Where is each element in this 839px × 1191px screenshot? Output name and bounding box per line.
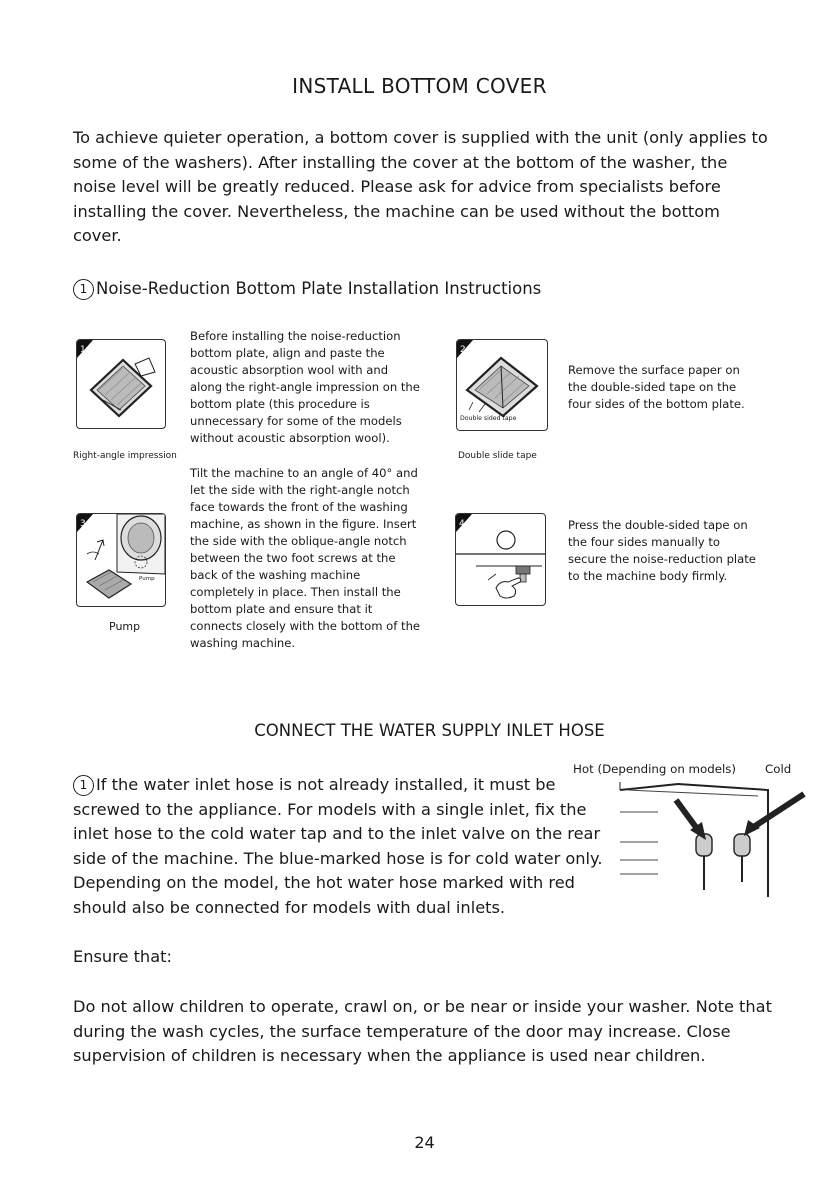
step-3-figure-label: Pump [139, 576, 155, 582]
page-title: INSTALL BOTTOM COVER [292, 74, 547, 98]
intro-paragraph: To achieve quieter operation, a bottom cover is supplied with the unit (only applies to some of the washers). After installing the cover at the bottom of the washer, the noise level will be greatly reduced. Please ask for advice from specialists before installing the cover. Nevertheless, the machine can be used without the bottom cover. [73, 128, 768, 245]
step-1-badge: 1 [80, 345, 86, 355]
step-1-figure [76, 339, 166, 429]
inlet-hose-text: If the water inlet hose is not already installed, it must be screwed to the appliance. For models with a single inlet, fix the inlet hose to the cold water tap and to the inlet valve on the rear side of the machine. The blue-marked hose is for cold water only. Depending on the model, the hot water hose marked with red should also be connected for models with dual inlets. [73, 775, 603, 917]
step-3-badge: 3 [80, 519, 86, 529]
cold-label: Cold [765, 762, 792, 776]
step-3-text: Tilt the machine to an angle of 40° and let the side with the right-angle notch face towards the front of the washing machine, as shown in the figure. Insert the side with the oblique-angle notch between the two foot screws at the back of the washing machine completely in place. Then install the bottom plate and ensure that it connects closely with the bottom of the washing machine. [190, 466, 421, 650]
step-2-illustration [457, 340, 547, 430]
step-1-illustration [77, 340, 165, 428]
hot-label: Hot (Depending on models) [573, 762, 737, 776]
step-2-figure [456, 339, 548, 431]
step-3-figure [76, 513, 166, 607]
step-3-illustration [77, 514, 165, 606]
step-1-text: Before installing the noise-reduction bottom plate, align and paste the acoustic absorption wool with and along the right-angle impression on the bottom plate (this procedure is unnecessary for some of the models without acoustic absorption wool). [190, 329, 420, 445]
step-2-text: Remove the surface paper on the double-sided tape on the four sides of the bottom plate. [568, 363, 745, 411]
step-2-badge: 2 [460, 345, 466, 355]
step-4-figure [455, 513, 546, 606]
child-safety-warning: Do not allow children to operate, crawl on, or be near or inside your washer. Note that during the wash cycles, the surface temperature of the door may increase. Close supervision of children is necessary when the appliance is used near children. [73, 997, 772, 1065]
circled-number-marker: 1 [73, 279, 94, 300]
step-4-illustration [456, 514, 545, 605]
inlet-hose-paragraph [73, 773, 613, 920]
step-4-text: Press the double-sided tape on the four sides manually to secure the noise-reduction plate to the machine body firmly. [568, 518, 756, 583]
inlet-valve-svg [618, 782, 808, 897]
step-3-caption: Pump [109, 620, 141, 633]
step-2-figure-label: Double sided tape [460, 415, 517, 422]
step-2-caption: Double slide tape [458, 451, 537, 461]
step-1-caption: Right-angle impression [73, 451, 177, 461]
water-section-title: CONNECT THE WATER SUPPLY INLET HOSE [254, 721, 605, 740]
installation-subheading [73, 279, 541, 300]
inlet-valve-illustration [618, 782, 808, 897]
step-4-badge: 4 [459, 519, 465, 529]
circled-number-marker: 1 [73, 775, 94, 796]
ensure-label: Ensure that: [73, 947, 172, 966]
page-number: 24 [414, 1133, 435, 1152]
subheading-text: Noise-Reduction Bottom Plate Installation Instructions [96, 279, 542, 298]
